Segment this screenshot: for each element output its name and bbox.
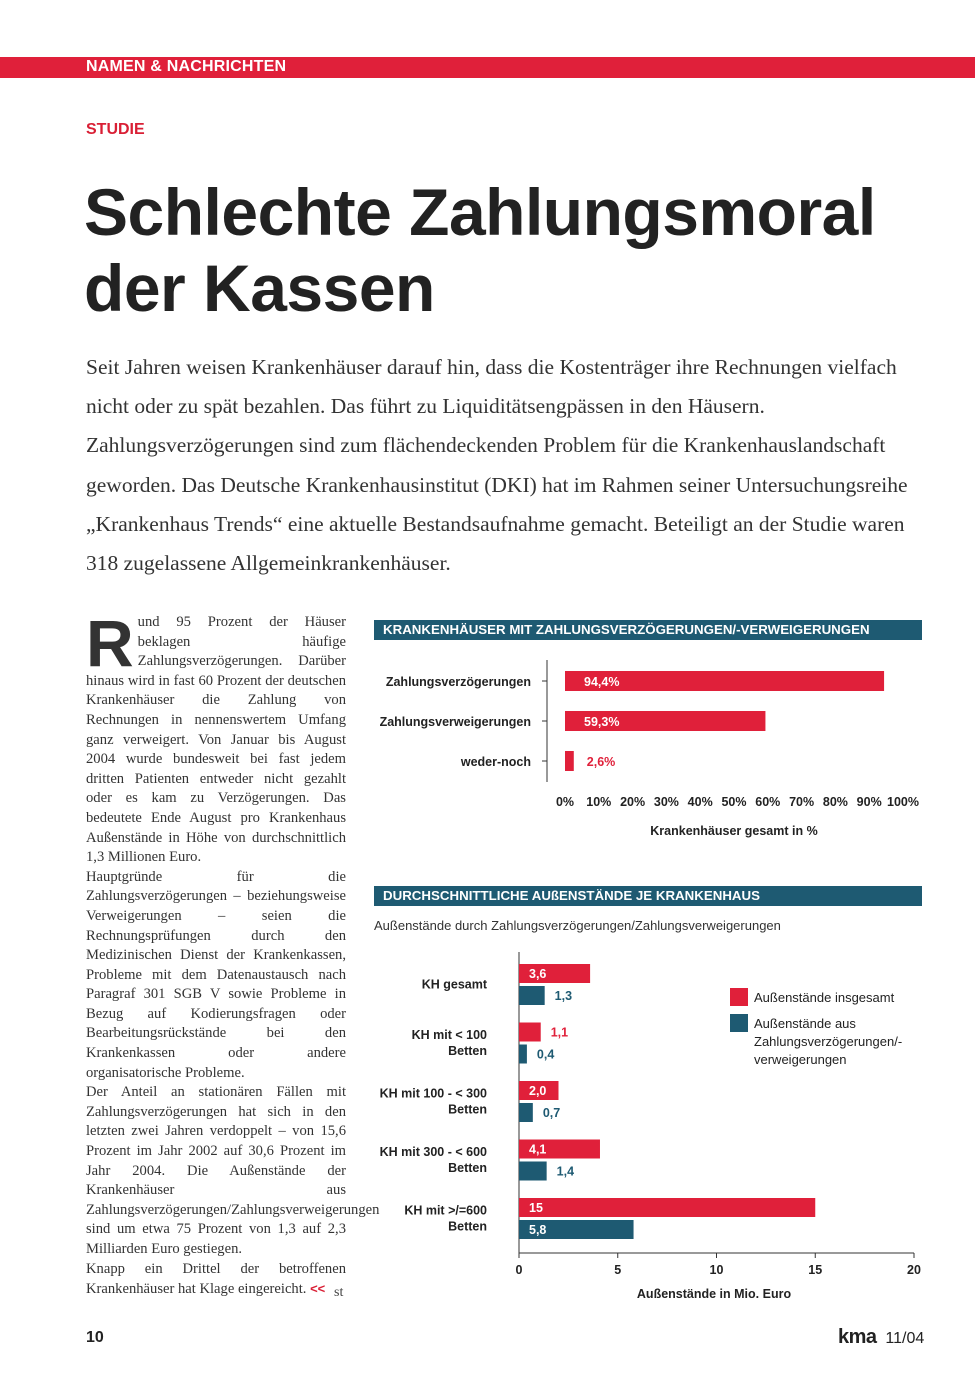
chart1-tick-label: 0% — [555, 795, 575, 809]
chart2-category-label: KH mit >/=600 — [404, 1203, 487, 1218]
chart1-data-label: 94,4% — [584, 675, 620, 689]
chart2-subtitle: Außenstände durch Zahlungsverzögerungen/Zahlungsverweigerungen — [374, 918, 781, 933]
chart2-legend-label: Außenstände aus — [754, 1016, 856, 1031]
brand-logo: kma — [838, 1326, 877, 1348]
chart1 — [0, 640, 975, 850]
chart2-tick-label: 5 — [614, 1263, 622, 1277]
chart2-data-label: 15 — [529, 1201, 543, 1215]
body-paragraph-3: Der Anteil an stationären Fällen mit Zahlungsverzögerungen hat sich in den letzten zwei Jahren verdoppelt – von 15,6 Prozent im Jahr 2002 auf 30,6 Prozent im Jahr 2004. Die Außenstände der Krankenhäuser aus Zahlungsverzögerungen/Zahlungsverweigerungen sind um etwa 75 Prozent von 1,3 auf 2,3 Milliarden Euro gestiegen. — [86, 1084, 380, 1257]
headline-line-1: Schlechte Zahlungsmoral — [84, 175, 876, 249]
section-bar — [0, 57, 975, 78]
chart1-title: KRANKENHÄUSER MIT ZAHLUNGSVERZÖGERUNGEN/-VERWEIGERUNGEN — [374, 620, 922, 640]
author-initials: st — [334, 1285, 344, 1300]
drop-cap: R — [86, 606, 134, 680]
chart1-category-label: Zahlungsverweigerungen — [379, 715, 531, 729]
chart2-tick-label: 0 — [515, 1263, 523, 1277]
chart1-data-label: 2,6% — [586, 755, 616, 769]
chart1-tick-label: 40% — [687, 795, 713, 809]
chart2-bar — [519, 1045, 527, 1064]
chart2-category-label: Betten — [448, 1102, 487, 1117]
chart2-bar — [519, 986, 545, 1005]
chart2-category-label: KH mit 300 - < 600 — [379, 1145, 487, 1159]
chart2-title: DURCHSCHNITTLICHE AUßENSTÄNDE JE KRANKENHAUS — [374, 886, 922, 906]
footer-brand — [838, 1326, 924, 1349]
chart2-data-label: 1,3 — [554, 989, 573, 1003]
end-mark: << — [310, 1281, 326, 1297]
section-label: NAMEN & NACHRICHTEN — [86, 58, 287, 75]
headline-line-2: der Kassen — [84, 251, 435, 325]
chart2-data-label: 0,7 — [542, 1106, 561, 1120]
chart2-bar — [519, 1198, 815, 1217]
chart1-data-label: 59,3% — [584, 715, 620, 729]
chart1-tick-label: 10% — [586, 795, 612, 809]
chart2-data-label: 1,1 — [550, 1025, 569, 1040]
chart1-category-label: Zahlungsverzögerungen — [385, 675, 531, 689]
chart2-legend-label: Zahlungsverzögerungen/- — [754, 1034, 903, 1049]
chart2-data-label: 4,1 — [529, 1142, 547, 1157]
chart2-category-label: Betten — [448, 1161, 487, 1175]
body-paragraph-1: und 95 Prozent der Häuser beklagen häufige Zahlungsverzögerungen. Darüber hinaus wird in fast 60 Prozent der deutschen Krankenhäuser die Zahlung von Rechnungen in nennenswertem Umfang ganz verweigert. Von Januar bis August 2004 wurde bundesweit bei fast jedem dritten Patienten entweder nicht gezahlt oder es kam zu Verzögerungen. Das bedeutete Ende August pro Krankenhaus Außenstände in Höhe von durchschnittlich 1,3 Millionen Euro. — [86, 614, 346, 866]
chart2-data-label: 1,4 — [556, 1164, 575, 1179]
chart2-tick-label: 20 — [907, 1263, 921, 1277]
chart2-category-label: Betten — [448, 1219, 487, 1234]
chart1-tick-label: 20% — [620, 795, 646, 809]
chart2-data-label: 3,6 — [529, 967, 547, 981]
chart2-data-label: 2,0 — [529, 1084, 547, 1098]
kicker: STUDIE — [86, 121, 145, 138]
chart1-bar — [565, 751, 574, 771]
chart1-tick-label: 90% — [856, 795, 882, 809]
chart2 — [0, 940, 975, 1310]
chart1-tick-label: 60% — [755, 795, 781, 809]
issue-number: 11/04 — [885, 1330, 925, 1347]
lead-paragraph: Seit Jahren weisen Krankenhäuser darauf hin, dass die Kostenträger ihre Rechnungen vielfach nicht oder zu spät bezahlen. Das führt zu Liquiditätsengpässen in den Häusern. Zahlungsverzögerungen sind zum flächendeckenden Problem für die Krankenhauslandschaft geworden. Das Deutsche Krankenhausinstitut (DKI) hat im Rahmen seiner Untersuchungsreihe „Krankenhaus Trends“ eine aktuelle Bestandsaufnahme gemacht. Beteiligt an der Studie waren 318 zugelassene Allgemeinkrankenhäuser. — [86, 355, 908, 576]
chart2-category-label: KH mit 100 - < 300 — [379, 1086, 487, 1101]
body-paragraph-4: Knapp ein Drittel der betroffenen Krankenhäuser hat Klage eingereicht. — [86, 1260, 346, 1298]
chart2-category-label: KH gesamt — [421, 977, 487, 992]
chart2-tick-label: 15 — [808, 1263, 823, 1277]
chart1-tick-label: 70% — [789, 795, 815, 809]
chart2-data-label: 0,4 — [536, 1047, 555, 1062]
chart1-tick-label: 30% — [653, 795, 679, 809]
chart2-legend-swatch — [730, 1014, 748, 1032]
chart1-tick-label: 80% — [822, 795, 848, 809]
chart2-bar — [519, 1103, 533, 1122]
chart1-tick-label: 50% — [721, 795, 747, 809]
chart2-legend-swatch — [730, 988, 748, 1006]
chart2-category-label: Betten — [448, 1044, 487, 1058]
chart1-tick-label: 100% — [887, 795, 919, 809]
page-number: 10 — [86, 1329, 104, 1346]
chart2-legend-label: verweigerungen — [754, 1052, 847, 1067]
chart2-bar — [519, 1162, 547, 1181]
chart2-legend-label: Außenstände insgesamt — [754, 990, 895, 1005]
chart1-x-axis-label: Krankenhäuser gesamt in % — [650, 824, 818, 838]
chart2-bar — [519, 1023, 541, 1042]
chart2-data-label: 5,8 — [529, 1223, 547, 1237]
chart1-category-label: weder-noch — [460, 755, 531, 769]
chart2-tick-label: 10 — [709, 1263, 724, 1277]
headline — [84, 174, 876, 326]
chart2-x-axis-label: Außenstände in Mio. Euro — [636, 1287, 792, 1301]
body-paragraph-2: Hauptgründe für die Zahlungsverzögerungen – beziehungsweise Verweigerungen – seien die Rechnungsprüfungen durch den Medizinischen Dienst der Krankenkassen, Probleme mit dem Datenaustausch nach Paragraf 301 SGB V sowie Probleme in Bezug auf Kodierungsfragen oder Bearbeitungsrückstände bei den Krankenkassen oder andere organisatorische Probleme. — [86, 868, 346, 1081]
chart2-category-label: KH mit < 100 — [411, 1028, 487, 1042]
